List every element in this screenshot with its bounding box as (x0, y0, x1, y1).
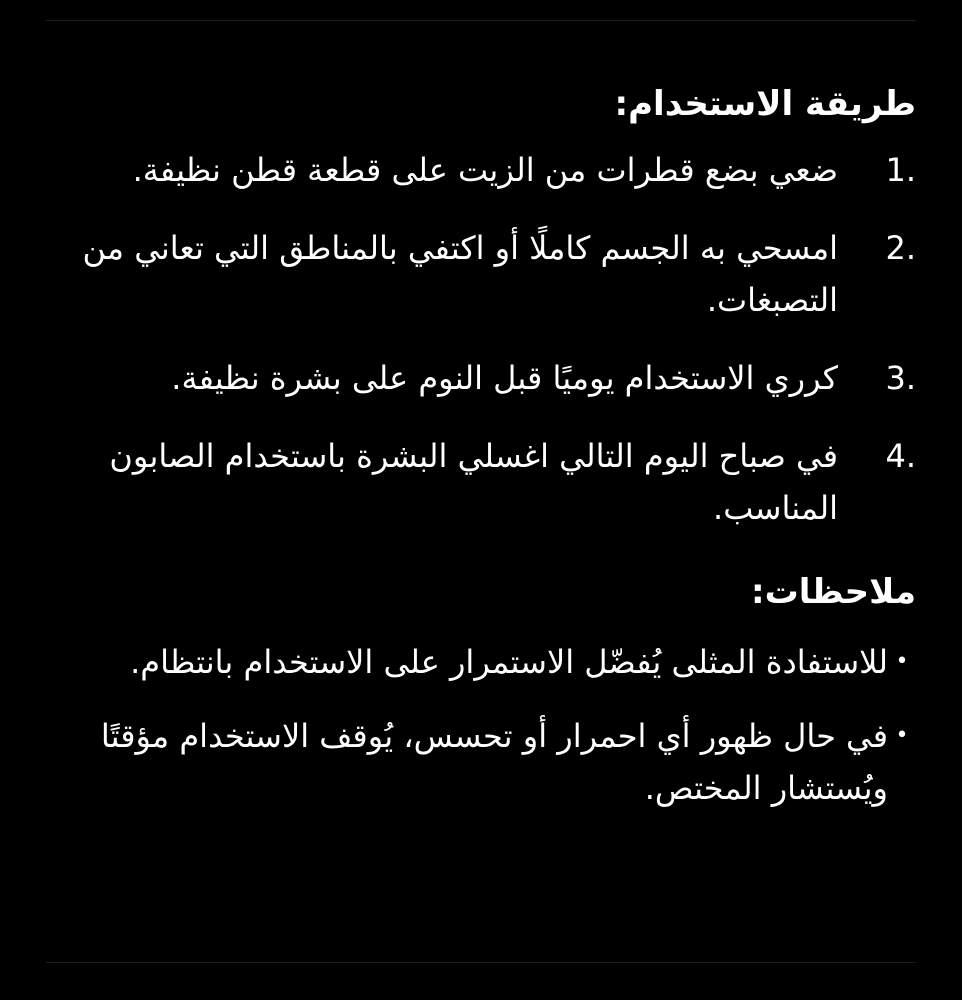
usage-steps-list (46, 144, 916, 534)
usage-step (46, 430, 916, 534)
bullet-icon: • (895, 649, 909, 674)
top-divider (46, 20, 916, 21)
step-text: كرري الاستخدام يوميًا قبل النوم على بشرة نظيفة. (171, 359, 838, 397)
usage-step (46, 144, 916, 196)
step-number: 2. (885, 229, 916, 267)
bullet-icon: • (895, 723, 909, 748)
note-item (46, 710, 916, 814)
usage-step (46, 352, 916, 404)
usage-heading: طريقة الاستخدام: (614, 84, 916, 124)
note-item (46, 636, 916, 688)
notes-heading: ملاحظات: (750, 572, 916, 612)
step-text: امسحي به الجسم كاملًا أو اكتفي بالمناطق التي تعاني من التصبغات. (82, 229, 838, 319)
step-number: 4. (885, 437, 916, 475)
step-text: ضعي بضع قطرات من الزيت على قطعة قطن نظيفة. (132, 151, 838, 189)
note-text: للاستفادة المثلى يُفضّل الاستمرار على الاستخدام بانتظام. (130, 643, 888, 681)
step-number: 3. (885, 359, 916, 397)
bottom-divider (46, 962, 916, 963)
message-content (46, 78, 916, 836)
note-text: في حال ظهور أي احمرار أو تحسس، يُوقف الاستخدام مؤقتًا ويُستشار المختص. (100, 717, 888, 807)
usage-step (46, 222, 916, 326)
step-text: في صباح اليوم التالي اغسلي البشرة باستخدام الصابون المناسب. (109, 437, 838, 527)
notes-list (46, 636, 916, 814)
step-number: 1. (885, 151, 916, 189)
